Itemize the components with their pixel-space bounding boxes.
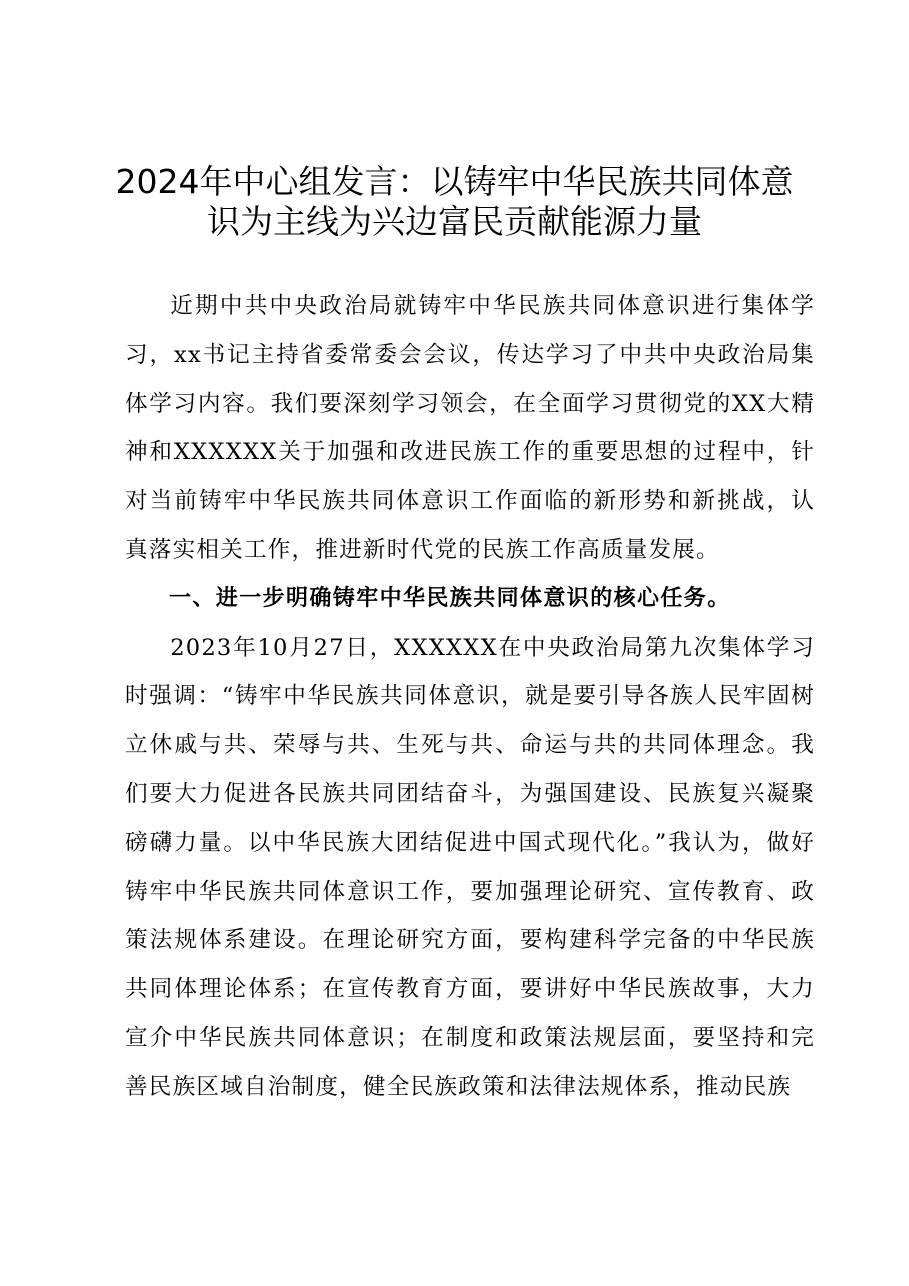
- intro-paragraph: 近期中共中央政治局就铸牢中华民族共同体意识进行集体学习，xx书记主持省委常委会会议，传达学习了中共中央政治局集体学习内容。我们要深刻学习领会，在全面学习贯彻党的XX大精神和XXXXXX关于加强和改进民族工作的重要思想的过程中，针对当前铸牢中华民族共同体意识工作面临的新形势和新挑战，认真落实相关工作，推进新时代党的民族工作高质量发展。: [125, 293, 815, 563]
- document-title: 2024年中心组发言：以铸牢中华民族共同体意识为主线为兴边富民贡献能源力量: [115, 162, 794, 241]
- section-heading-1: 一、进一步明确铸牢中华民族共同体意识的核心任务。: [169, 585, 731, 611]
- section-1-paragraph: 2023年10月27日，XXXXXX在中央政治局第九次集体学习时强调：“铸牢中华民族共同体意识，就是要引导各族人民牢固树立休戚与共、荣辱与共、生死与共、命运与共的共同体理念。我们要大力促进各民族共同团结奋斗，为强国建设、民族复兴凝聚磅礴力量。以中华民族大团结促进中国式现代化。”我认为，做好铸牢中华民族共同体意识工作，要加强理论研究、宣传教育、政策法规体系建设。在理论研究方面，要构建科学完备的中华民族共同体理论体系；在宣传教育方面，要讲好中华民族故事，大力宣介中华民族共同体意识；在制度和政策法规层面，要坚持和完善民族区域自治制度，健全民族政策和法律法规体系，推动民族: [125, 634, 815, 1100]
- document-body: [125, 282, 815, 1112]
